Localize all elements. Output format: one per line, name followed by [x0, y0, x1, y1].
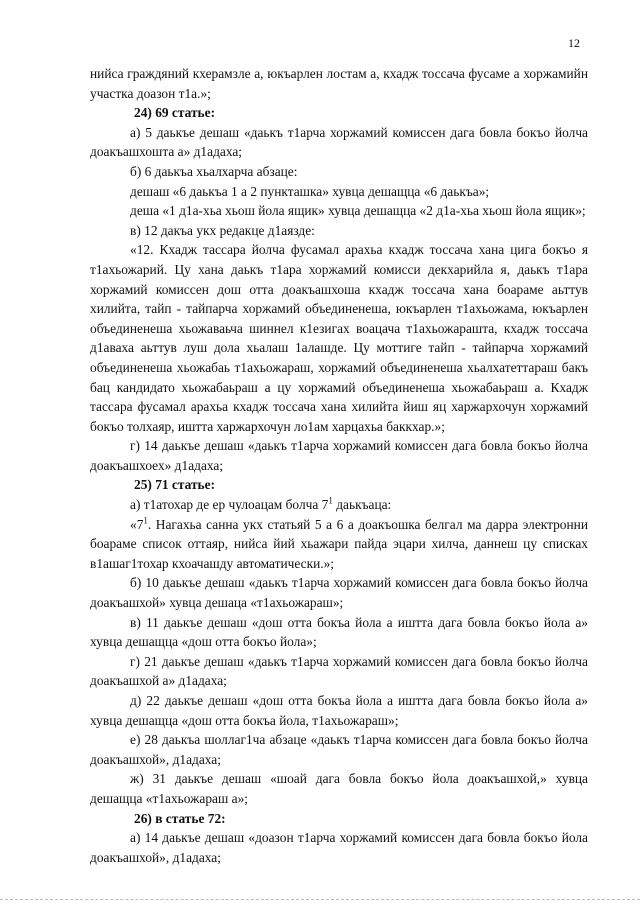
paragraph-text: г) 14 даькъе дешаш «даькъ т1арча хоржамий комиссен дага бовла бокъо йолча доакъашхоех» д1адаха;: [90, 438, 588, 473]
paragraph: [90, 221, 588, 241]
paragraph-text: 25) 71 статье:: [134, 477, 216, 493]
paragraph: [90, 515, 588, 574]
paragraph-text-tail: даькъаца:: [332, 497, 392, 513]
paragraph-text: в) 12 дакъа укх редакце д1аязде:: [130, 222, 315, 238]
page-number: 12: [568, 36, 580, 50]
paragraph-text: деша «1 д1а-хьа хьош йола ящик» хувца дешащца «2 д1а-хьа хьош йола ящик»;: [130, 203, 586, 219]
section-heading: [90, 809, 588, 829]
paragraph: [90, 573, 588, 612]
paragraph-text: д) 22 даькъе дешаш «дош отта бокъа йола а иштта дага бовла бокъо йола а» хувца дешащца «дош отта бокъа йола, т1ахьожараш»;: [90, 693, 588, 728]
paragraph-text: е) 28 даькъа шоллаг1ча абзаце «даькъ т1арча комиссен дага бовла бокъо йолча доакъашхой», д1адаха;: [90, 732, 588, 767]
paragraph: [90, 201, 588, 221]
paragraph-text: «7: [130, 516, 144, 532]
paragraph: [90, 652, 588, 691]
superscript: 1: [328, 495, 333, 506]
section-heading: [90, 475, 588, 495]
paragraph-text: г) 21 даькъе дешаш «даькъ т1арча хоржамий комиссен дага бовла бокъо йолча доакъашхой а» д1адаха;: [90, 653, 588, 689]
paragraph: [90, 123, 588, 162]
paragraph-text: 26) в статье 72:: [134, 810, 226, 826]
paragraph-text: а) т1атохар де ер чулоацам болча 7: [130, 497, 329, 513]
paragraph: [90, 730, 588, 769]
paragraph: [90, 64, 588, 103]
paragraph: [90, 769, 588, 808]
paragraph-text: в) 11 даькъе дешаш «дош отта бокъа йола а иштта дага бовла бокъо йола а» хувца дешащца «дош отта бокъо йола»;: [90, 614, 588, 650]
paragraph-text: «12. Кхадж тассара йолча фусамал арахьа кхадж тоссача хана цига бокъо я т1ахьожарий. Цу хана даькъ т1ара хоржамий комисси декхарийла я, даькъ т1ара хоржамий комиссен дош отта доакъашхоша кхадж тоссача хана боараме аьттув хилийта, тайп - тайпарча хоржамий объединенеша, юкъарлен т1ахьожама, юкъарлен объединенеша хьожаваьча шиннел к1езигах воацача т1ахьожарашта, кхадж тоссача д1аваха аьттув луш дола хьалаш 1алашде. Цу моттиге тайп - тайпарча хоржамий объединенеша хьожабаь т1ахьожараш, хоржамий объединенеша хьалхатеттараш бакъ бац кандидато хьожабаьраш а цу хоржамий объединенеша хьожабаьраш а. Кхадж тассара фусамал арахьа кхадж тоссача хана хилийта йиш яц харжархочун хоржамий бокъо толхаяр, иштта харжархочун ло1ам харцахьа баккхар.»;: [90, 242, 588, 434]
paragraph-text: дешаш «6 даькъа 1 а 2 пункташка» хувца дешащца «6 даькъа»;: [130, 183, 490, 199]
superscript: 1: [143, 515, 148, 526]
paragraph-text: а) 5 даькъе дешаш «даькъ т1арча хоржамий комиссен дага бовла бокъо йолча доакъашхошта а» д1адаха;: [90, 124, 588, 160]
document-body: [90, 64, 588, 867]
paragraph: [90, 828, 588, 867]
paragraph-text: б) 6 даькъа хьалхарча абзаце:: [130, 163, 298, 179]
paragraph-text: нийса граждяний кхерамзле а, юкъарлен лостам а, кхадж тоссача фусаме а хоржамийн участка доазон т1а.»;: [90, 66, 588, 101]
paragraph: [90, 691, 588, 730]
paragraph: [90, 162, 588, 182]
page-edge-divider: [0, 899, 640, 900]
paragraph-text: а) 14 даькъе дешаш «доазон т1арча хоржамий комиссен дага бовла бокъо йола доакъашхой», д1адаха;: [90, 830, 588, 865]
paragraph: [90, 495, 588, 515]
paragraph: [90, 240, 588, 436]
paragraph: [90, 613, 588, 652]
paragraph: [90, 182, 588, 202]
section-heading: [90, 103, 588, 123]
paragraph-text: ж) 31 даькъе дешаш «шоай дага бовла бокъо йола доакъашхой,» хувца дешащца «т1ахьожараш а»;: [90, 771, 588, 806]
paragraph-text: 24) 69 статье:: [134, 105, 216, 121]
paragraph-text-tail: . Нагахьа санна укх статьяй 5 а 6 а доакъошка белгал ма дарра электронни боараме список оттаяр, нийса йий хьажари пайда эцари хилча, даннеш цу списках в1ашаг1тохар кхоачашду автоматически.»;: [90, 516, 588, 571]
paragraph-text: б) 10 даькъе дешаш «даькъ т1арча хоржамий комиссен дага бовла бокъо йолча доакъашхой» хувца дешаца «т1ахьожараш»;: [90, 575, 588, 611]
paragraph: [90, 436, 588, 475]
